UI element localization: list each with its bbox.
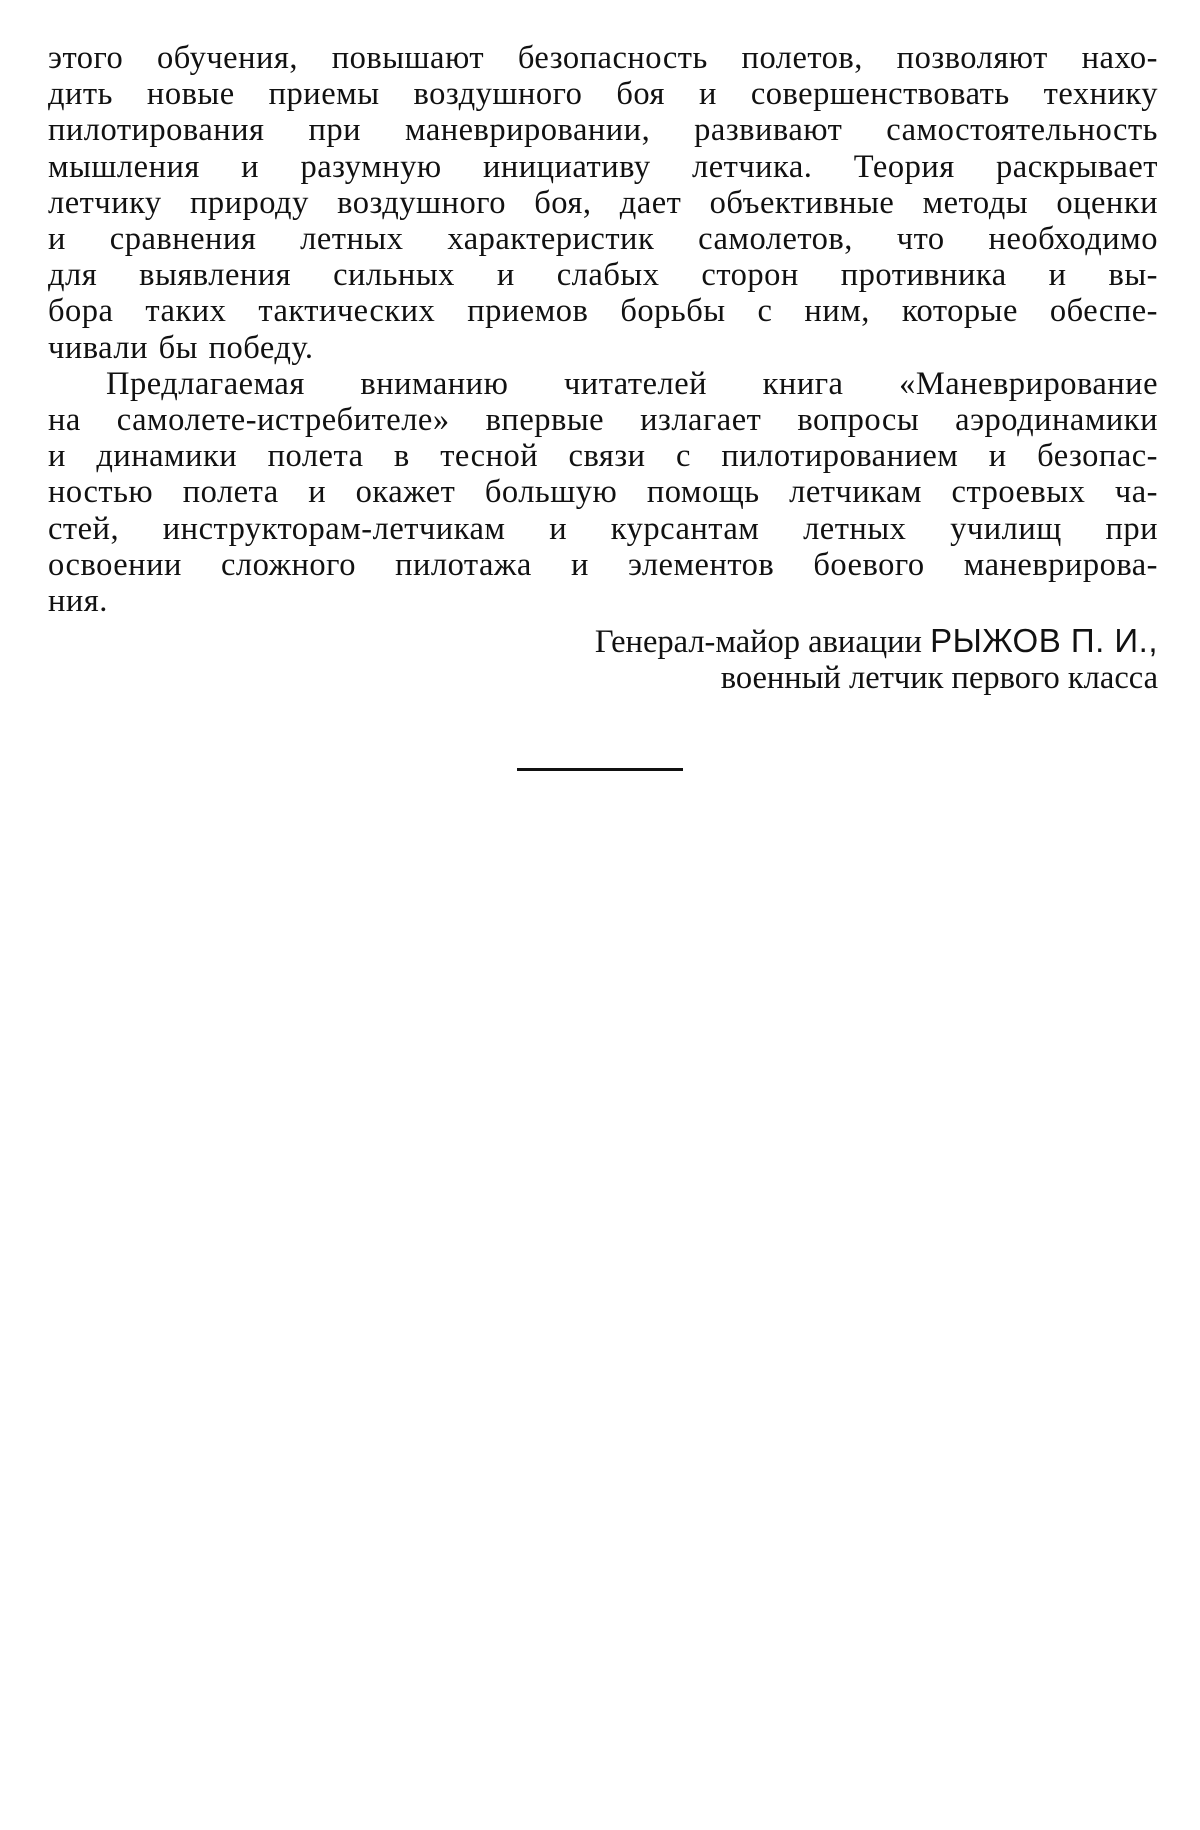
text-line: пилотирования при маневрировании, развивают самостоятельность [48, 112, 1158, 149]
text-line: стей, инструкторам-летчикам и курсантам летных училищ при [48, 510, 1158, 547]
paragraph-book-intro [48, 366, 1158, 619]
text-line: и сравнения летных характеристик самолетов, что необходимо [48, 221, 1158, 258]
text-line: ния. [48, 583, 108, 620]
text-line: этого обучения, повышают безопасность полетов, позволяют нахо- [48, 40, 1158, 76]
text-line: для выявления сильных и слабых сторон противника и вы- [48, 257, 1158, 294]
text-line: летчику природу воздушного боя, дает объективные методы оценки [48, 184, 1158, 221]
text-line: чивали бы победу. [48, 329, 314, 366]
signature-block [48, 623, 1158, 696]
text-line: освоении сложного пилотажа и элементов боевого маневрирова- [48, 546, 1158, 583]
text-line: бора таких тактических приемов борьбы с ним, которые обеспе- [48, 293, 1158, 330]
text-line: на самолете-истребителе» впервые излагает вопросы аэродинамики [48, 402, 1158, 439]
signature-title: военный летчик первого класса [720, 660, 1158, 697]
text-line: дить новые приемы воздушного боя и совершенствовать технику [48, 76, 1158, 113]
signature-rank: Генерал-майор авиации [594, 624, 922, 661]
text-line: мышления и разумную инициативу летчика. Теория раскрывает [48, 148, 1158, 185]
section-divider [517, 768, 683, 771]
text-line: Предлагаемая вниманию читателей книга «Маневрирование [106, 365, 1158, 402]
text-line: ностью полета и окажет большую помощь летчикам строевых ча- [48, 474, 1158, 511]
paragraph-continuation [48, 40, 1158, 366]
document-page [48, 40, 1158, 697]
text-line: и динамики полета в тесной связи с пилотированием и безопас- [48, 438, 1158, 475]
signature-name: РЫЖОВ П. И., [930, 622, 1158, 660]
signature-rank-line [48, 623, 1158, 660]
